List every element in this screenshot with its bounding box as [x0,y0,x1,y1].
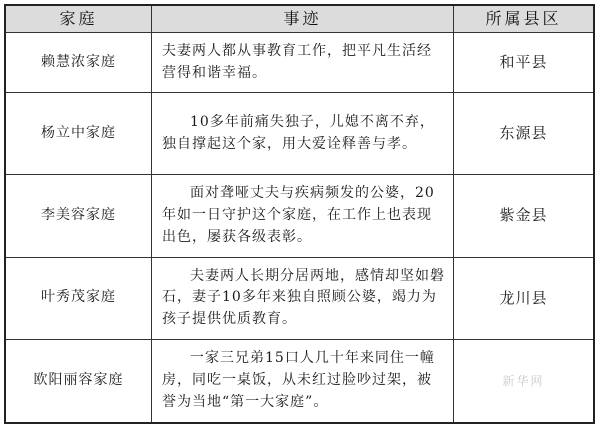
row-4-deeds: 夫妻两人长期分居两地，感情却坚如磐石，妻子10多年来独自照顾公婆，竭力为孩子提供优质教育。 [152,258,454,340]
row-2-deeds: 10多年前痛失独子，儿媳不离不弃，独自撑起这个家，用大爱诠释善与孝。 [152,93,454,175]
row-1-deeds: 夫妻两人都从事教育工作，把平凡生活经营得和谐幸福。 [152,33,454,93]
row-3-deeds: 面对聋哑丈夫与疾病频发的公婆，20年如一日守护这个家庭，在工作上也表现出色，屡获各级表彰。 [152,175,454,257]
row-2-family: 杨立中家庭 [6,93,152,175]
header-county: 所属县区 [454,6,593,33]
row-2-county: 东源县 [454,93,593,175]
row-1-family: 赖慧浓家庭 [6,33,152,93]
row-1-county: 和平县 [454,33,593,93]
header-deeds: 事迹 [152,6,454,33]
row-4-county: 龙川县 [454,258,593,340]
row-5-family: 欧阳丽容家庭 [6,340,152,422]
row-5-deeds: 一家三兄弟15口人几十年来同住一幢房，同吃一桌饭，从未红过脸吵过架，被誉为当地“第一大家庭”。 [152,340,454,422]
watermark-text: 新华网 [502,373,545,388]
row-3-county: 紫金县 [454,175,593,257]
row-5-county [454,340,593,422]
row-4-family: 叶秀茂家庭 [6,258,152,340]
header-family: 家庭 [6,6,152,33]
row-3-family: 李美容家庭 [6,175,152,257]
honor-families-table [4,4,595,424]
